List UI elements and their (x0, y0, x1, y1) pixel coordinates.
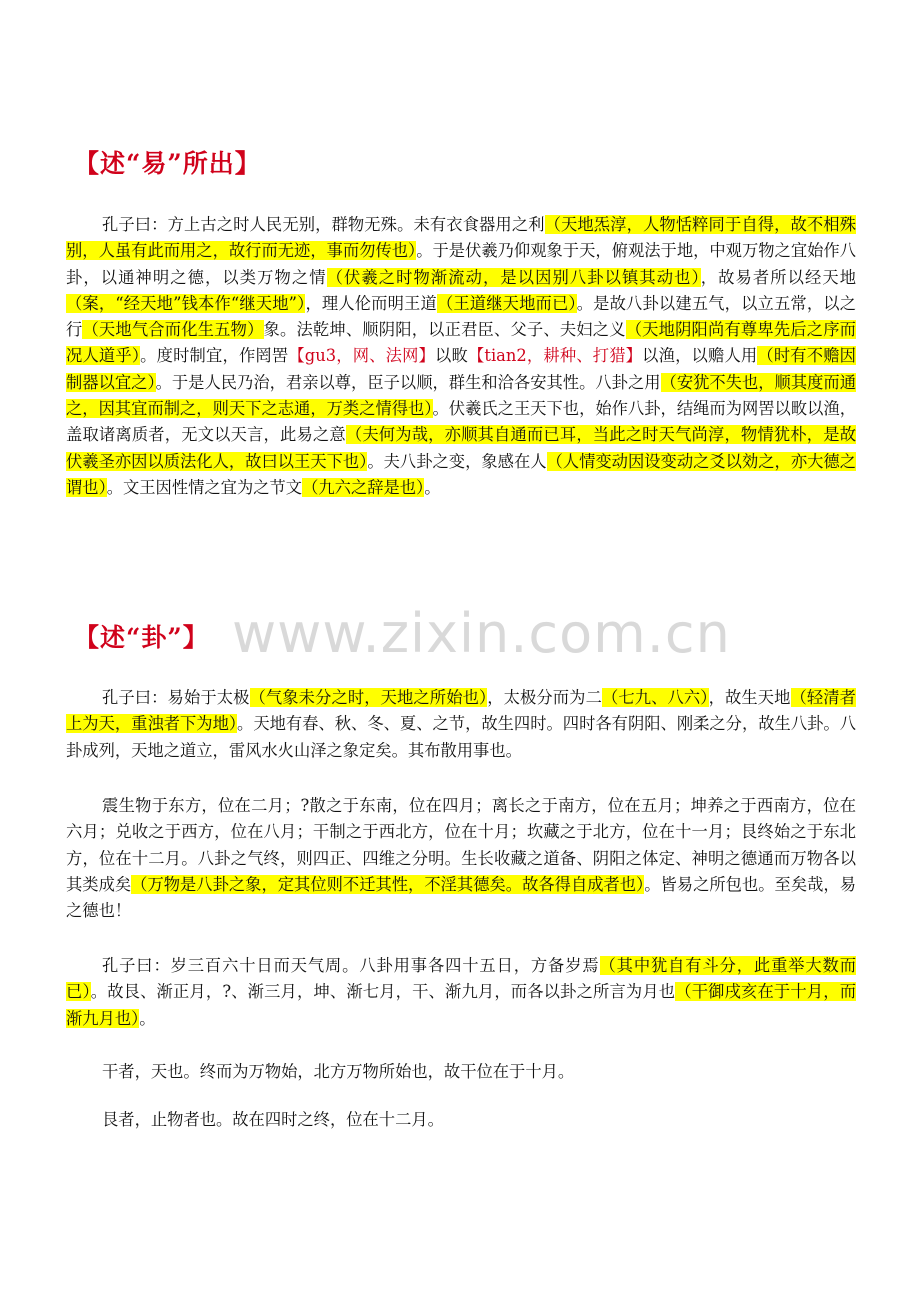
body-text: 。夫八卦之变，象感在人 (367, 451, 547, 471)
body-text: 象。法乾坤、顺阴阳，以正君臣、父子、夫妇之义 (263, 320, 626, 340)
body-paragraph (66, 1059, 856, 1085)
highlighted-annotation: （七九、八六） (601, 688, 709, 707)
body-paragraph (66, 685, 856, 764)
highlighted-annotation: （夫何为哉，亦顺其自通而已耳，当此之时天气尚淳，物情犹朴，是故伏羲圣亦因以质法化人，故曰以王天下也） (66, 425, 856, 471)
highlighted-annotation: （轻清者上为天，重浊者下为地） (66, 688, 856, 734)
red-gloss-note: 【tian2，耕种、打猎】 (467, 346, 643, 366)
body-text: ，理人伦而明王道 (305, 293, 437, 313)
body-text: 。度时制宜，作罔罟 (140, 346, 289, 366)
highlighted-annotation: （王道继天地而已） (436, 293, 577, 313)
body-text: 孔子曰：岁三百六十日而天气周。八卦用事各四十五日，方备岁焉 (102, 956, 600, 975)
body-text: ，故生天地 (708, 688, 791, 707)
body-paragraph (66, 1107, 856, 1133)
body-text: 。 (424, 477, 441, 497)
body-text: 。文王因性情之宜为之节文 (106, 477, 303, 497)
body-text: 震生物于东方，位在二月；?散之于东南，位在四月；离长之于南方，位在五月；坤养之于西南方，位在六月；兑收之于西方，位在八月；干制之于西北方，位在十月；坎藏之于北方，位在十一月；艮终始之于东北方，位在十二月。八卦之气终，则四正、四维之分明。生长收藏之道备、阴阳之体定、神明之德通而万物各以其类成矣 (66, 796, 856, 894)
body-text: 。于是伏羲乃仰观象于天，俯观法于地，中观万物之宜始作八卦，以通神明之德，以类万物之情 (66, 241, 856, 287)
highlighted-annotation: （万物是八卦之象，定其位则不迁其性，不淫其德矣。故各得自成者也） (131, 874, 645, 894)
body-text: 干者，天也。终而为万物始，北方万物所始也，故干位在于十月。 (102, 1062, 575, 1081)
section-heading-yi-origin: 【述“易”所出】 (74, 149, 261, 178)
highlighted-annotation: （天地气合而化生五物） (82, 320, 264, 340)
highlighted-annotation: （天地炁淳，人物恬粹同于自得，故不相殊别，人虽有此而用之，故行而无迹，事而勿传也） (66, 215, 856, 261)
body-text: 。是故八卦以建五气，以立五常，以之行 (66, 293, 856, 340)
highlighted-annotation: （伏羲之时物渐流动，是以因别八卦以镇其动也） (326, 267, 701, 287)
body-text: 孔子曰：方上古之时人民无别，群物无殊。未有衣食器用之利 (102, 215, 545, 234)
body-text: 艮者，止物者也。故在四时之终，位在十二月。 (102, 1110, 444, 1129)
highlighted-annotation: （其中犹自有斗分，此重举大数而已） (66, 956, 856, 1002)
body-paragraph (66, 212, 856, 501)
body-text: 孔子曰：易始于太极 (102, 688, 250, 707)
body-text: 。 (139, 1008, 156, 1028)
highlighted-annotation: （安犹不失也，顺其度而通之，因其宜而制之，则天下之志通，万类之情得也） (66, 372, 856, 419)
body-text: 以畋 (435, 346, 468, 366)
highlighted-annotation: （气象未分之时，天地之所始也） (249, 688, 488, 707)
section-heading-gua: 【述“卦”】 (74, 623, 209, 652)
highlighted-annotation: （干御戌亥在于十月，而渐九月也） (66, 982, 856, 1028)
body-text: 。皆易之所包也。至矣哉，易之德也！ (66, 874, 856, 921)
body-text: ，故易者所以经天地 (700, 267, 856, 287)
highlighted-annotation: （天地阴阳尚有尊卑先后之序而况人道乎） (66, 320, 856, 366)
body-text: 。于是人民乃治，君亲以尊，臣子以顺，群生和洽各安其性。八卦之用 (155, 372, 661, 392)
highlighted-annotation: （案，“经天地”钱本作“继天地”） (66, 293, 306, 313)
body-text: 以渔，以赡人用 (642, 346, 758, 366)
highlighted-annotation: （九六之辞是也） (302, 477, 425, 497)
body-text: ，太极分而为二 (487, 688, 602, 707)
body-text: 。故艮、渐正月，?、渐三月，坤、渐七月，干、渐九月，而各以卦之所言为月也 (90, 982, 676, 1002)
highlighted-annotation: （时有不赡因制器以宜之） (66, 346, 856, 392)
body-paragraph (66, 793, 856, 924)
red-gloss-note: 【gu3，网、法网】 (288, 346, 436, 366)
body-text: 。天地有春、秋、冬、夏、之节，故生四时。四时各有阴阳、刚柔之分，故生八卦。八卦成列，天地之道立，雷风水火山泽之象定矣。其布散用事也。 (66, 714, 856, 760)
site-watermark: www.zixin.com.cn (232, 602, 731, 665)
body-paragraph (66, 953, 856, 1032)
highlighted-annotation: （人情变动因设变动之爻以効之，亦大德之谓也） (66, 451, 856, 497)
body-text: 。伏羲氏之王天下也，始作八卦，结绳而为网罟以畋以渔，盖取诸离质者，无文以天言，此易之意 (66, 399, 856, 445)
